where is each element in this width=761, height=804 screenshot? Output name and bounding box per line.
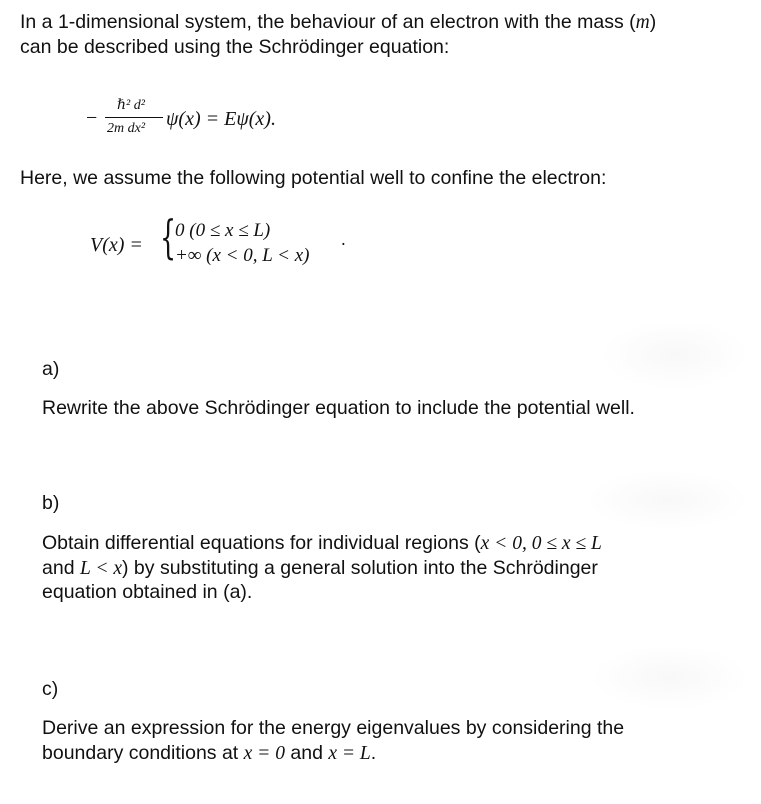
question-c-line-2: boundary conditions at x = 0 and x = L. — [42, 742, 377, 764]
equation2-case1: 0 (0 ≤ x ≤ L) — [175, 220, 271, 241]
equation2-case2: +∞ (x < 0, L < x) — [175, 245, 310, 266]
background-smudge — [590, 645, 750, 710]
intro-line-2: can be described using the Schrödinger equation: — [20, 36, 450, 58]
background-smudge — [585, 470, 750, 530]
equation1-fraction-bar — [105, 117, 163, 118]
question-b-line-1: Obtain differential equations for individual regions (x < 0, 0 ≤ x ≤ L — [42, 532, 602, 554]
equation1-denominator: 2m dx² — [107, 121, 146, 136]
question-c-line-1: Derive an expression for the energy eigenvalues by considering the — [42, 717, 625, 739]
equation2-trailing-dot: ˙ — [340, 239, 347, 261]
question-b-label: b) — [42, 492, 60, 514]
question-a-text: Rewrite the above Schrödinger equation to include the potential well. — [42, 397, 635, 419]
background-smudge — [600, 320, 750, 390]
mass-symbol: m — [635, 12, 650, 33]
intro-line-1: In a 1-dimensional system, the behaviour of an electron with the mass (m) — [20, 11, 657, 33]
question-b-line-3: equation obtained in (a). — [42, 581, 253, 603]
equation2-brace: { — [160, 210, 177, 264]
question-b-line-2: and L < x) by substituting a general solution into the Schrödinger — [42, 557, 598, 579]
equation1-numerator: ℏ² d² — [117, 98, 145, 113]
question-a-label: a) — [42, 358, 60, 380]
potential-intro: Here, we assume the following potential well to confine the electron: — [20, 167, 607, 189]
equation2-lhs: V(x) = — [90, 234, 143, 256]
equation1-rhs: ψ(x) = Eψ(x). — [166, 108, 276, 130]
question-c-label: c) — [42, 678, 59, 700]
equation1-minus: − — [86, 107, 98, 129]
